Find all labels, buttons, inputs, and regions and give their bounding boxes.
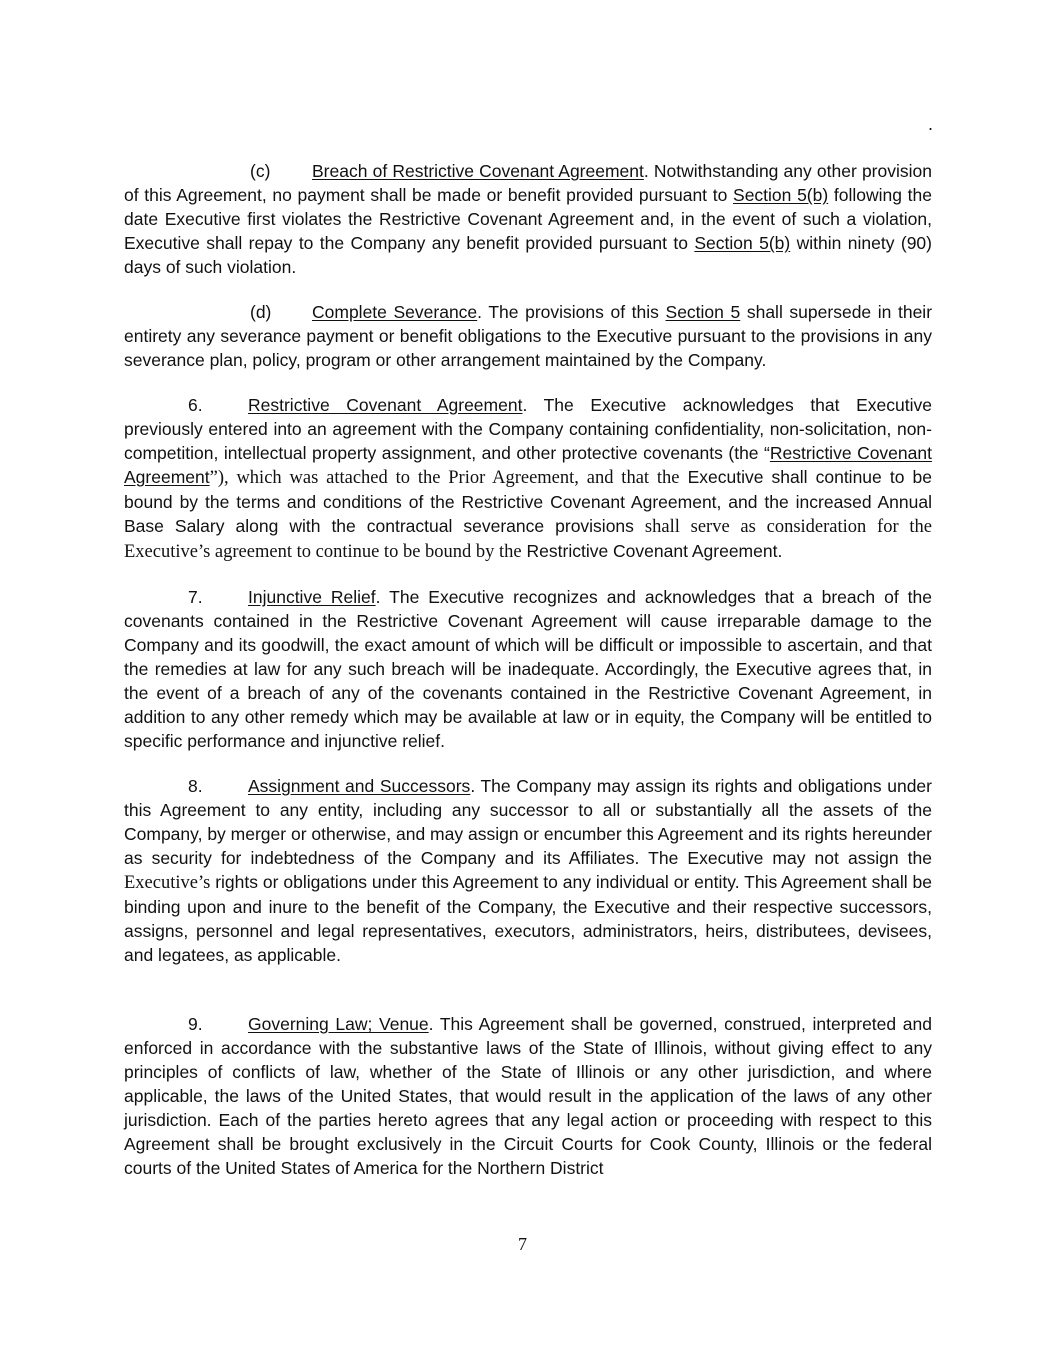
section-reference: Restrictive Covenant Agreement: [124, 443, 932, 487]
section-number: (d): [250, 302, 272, 322]
section-text: Executive’s: [124, 873, 211, 893]
section-text: . The provisions of this: [477, 302, 666, 322]
section-text: within ninety (90) days of such violation.: [124, 233, 932, 277]
section-text: following the date Executive first violates the Restrictive Covenant Agreement and, in the event of such a violation, Executive shall repay to the Company any benefit provided pursuant to: [124, 185, 932, 253]
section-reference: Section 5(b): [694, 233, 791, 253]
section-5d: [124, 300, 932, 372]
section-heading: Injunctive Relief: [248, 587, 376, 607]
section-text: ”), which was attached to the Prior Agreement, and that the: [209, 468, 680, 488]
section-6: [124, 393, 932, 564]
page-number: 7: [518, 1234, 527, 1254]
section-number: (c): [250, 161, 271, 181]
section-5c: [124, 159, 932, 279]
section-number: 8.: [188, 776, 203, 796]
page-mark: .: [928, 114, 934, 134]
section-text: shall serve as consideration for the Executive’s agreement to continue to be bound by the: [124, 517, 932, 562]
section-text: shall supersede in their entirety any severance payment or benefit obligations to the Executive pursuant to the provisions in any severance plan, policy, program or other arrangement maintained by the Company.: [124, 302, 933, 370]
section-heading: Restrictive Covenant Agreement: [248, 395, 523, 415]
section-text: . Notwithstanding any other provision of this Agreement, no payment shall be made or benefit provided pursuant to: [124, 161, 932, 205]
section-number: 6.: [188, 395, 203, 415]
section-reference: Section 5: [665, 302, 741, 322]
section-8: [124, 774, 932, 967]
section-text: Restrictive Covenant Agreement.: [521, 541, 783, 561]
section-text: . The Company may assign its rights and obligations under this Agreement to any entity, including any successor to all or substantially all the assets of the Company, by merger or otherwise, and may assign or encumber this Agreement and its rights hereunder as security for indebtedness of the Company and its Affiliates. The Executive may not assign the: [124, 776, 932, 868]
section-heading: Governing Law; Venue: [248, 1014, 429, 1034]
section-9: [124, 1012, 932, 1180]
section-heading: Complete Severance: [312, 302, 478, 322]
section-text: . The Executive acknowledges that Executive previously entered into an agreement with the Company containing confidentiality, non-solicitation, non-competition, intellectual property assignment, and other protective covenants (the “: [124, 395, 932, 463]
section-7: [124, 585, 932, 753]
section-text: . This Agreement shall be governed, construed, interpreted and enforced in accordance with the substantive laws of the State of Illinois, without giving effect to any principles of conflicts of law, whether of the State of Illinois or any other jurisdiction, and where applicable, the laws of the United States, that would result in the application of the laws of any other jurisdiction. Each of the parties hereto agrees that any legal action or proceeding with respect to this Agreement shall be brought exclusively in the Circuit Courts for Cook County, Illinois or the federal courts of the United States of America for the Northern District: [124, 1014, 932, 1178]
document-body: [124, 159, 932, 1201]
section-text: Executive shall continue to be bound by the terms and conditions of the Restrictive Covenant Agreement, and the increased Annual Base Salary along with the contractual severance provisions: [124, 467, 932, 536]
section-text: . The Executive recognizes and acknowledges that a breach of the covenants contained in the Restrictive Covenant Agreement will cause irreparable damage to the Company and its goodwill, the exact amount of which will be difficult or impossible to ascertain, and that the remedies at law for any such breach will be inadequate. Accordingly, the Executive agrees that, in the event of a breach of any of the covenants contained in the Restrictive Covenant Agreement, in addition to any other remedy which may be available at law or in equity, the Company will be entitled to specific performance and injunctive relief.: [124, 587, 932, 751]
section-reference: Section 5(b): [733, 185, 829, 205]
section-heading: Assignment and Successors: [248, 776, 471, 796]
section-number: 7.: [188, 587, 203, 607]
section-number: 9.: [188, 1014, 203, 1034]
section-text: rights or obligations under this Agreement to any individual or entity. This Agreement shall be binding upon and inure to the benefit of the Company, the Executive and their respective successors, assigns, personnel and legal representatives, executors, administrators, heirs, distributees, devisees, and legatees, as applicable.: [124, 872, 932, 965]
section-heading: Breach of Restrictive Covenant Agreement: [312, 161, 644, 181]
